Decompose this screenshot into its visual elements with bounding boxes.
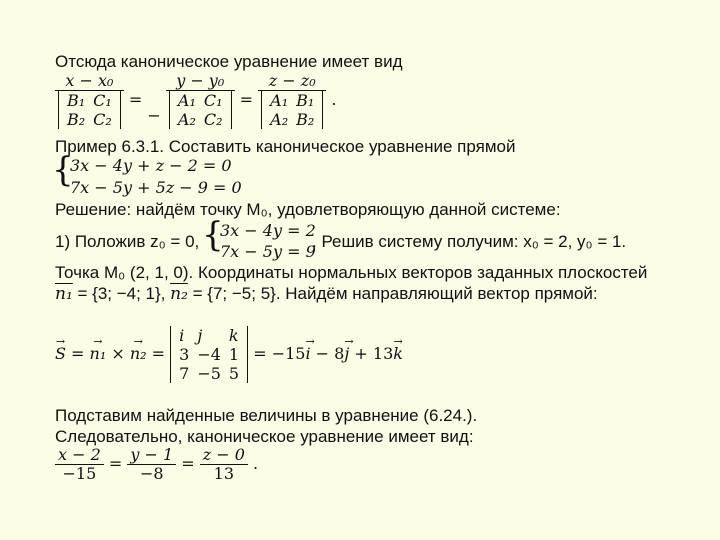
cross-product-equation (55, 326, 403, 383)
final-fraction-y-denominator: −8 (139, 464, 164, 483)
period: . (331, 90, 337, 109)
system-equation-1: 3x − 4y + z − 2 = 0 (70, 156, 232, 175)
normal-vector-n1: n₁ (55, 284, 73, 304)
solution-text: Решение: найдём точку M₀, удовлетворяющую данной системе: (55, 200, 561, 219)
normal-vector-n2-value: = {7; −5; 5}. Найдём направляющий вектор прямой: (187, 284, 598, 303)
therefore-text: Следовательно, каноническое уравнение имеет вид: (55, 427, 474, 446)
fraction-y (166, 72, 235, 129)
unit-vector-k: k → (393, 345, 403, 363)
fraction-z-numerator: z − z₀ (258, 72, 326, 91)
system-equation-2: 7x − 5y + 5z − 9 = 0 (70, 178, 242, 197)
final-fraction-x-denominator: −15 (62, 464, 97, 483)
system-brace: { (52, 150, 74, 190)
cross-n1: n₁ → (90, 345, 107, 363)
equals-sign: = (146, 344, 171, 363)
final-fraction-z-denominator: 13 (213, 464, 235, 483)
final-canonical-equation (55, 446, 258, 483)
normal-vector-n2: n₂ (170, 284, 188, 304)
result-mid: − 8 (310, 344, 345, 363)
final-fraction-y-numerator: y − 1 (127, 446, 176, 465)
cross-product-matrix: i j k 3 −4 1 7 −5 5 (170, 326, 248, 383)
equals-sign: = (128, 90, 143, 109)
fraction-z (258, 72, 326, 129)
intro-text: Отсюда каноническое уравнение имеет вид (55, 52, 403, 71)
canonical-general-equation (55, 72, 336, 129)
unit-vector-j: j → (344, 345, 349, 363)
example-title: Пример 6.3.1. Составить каноническое уравнение прямой (55, 137, 516, 156)
result-plus: + 13 (349, 344, 394, 363)
determinant-b-c: B₁ C₁ B₂ C₂ (55, 91, 124, 129)
normal-vector-n1-value: = {3; −4; 1}, (72, 284, 166, 303)
normals-line (55, 284, 598, 304)
step1-brace: { (202, 215, 224, 255)
fraction-y-numerator: y − y₀ (166, 72, 235, 91)
determinant-a-c: A₁ C₁ A₂ C₂ (166, 91, 235, 129)
step1-equation-2: 7x − 5y = 9 (220, 242, 316, 261)
step1-equation-1: 3x − 4y = 2 (220, 221, 316, 240)
determinant-a-b: A₁ B₁ A₂ B₂ (258, 91, 326, 129)
final-fraction-y (127, 446, 176, 483)
final-fraction-x (55, 446, 104, 483)
point-line: Точка M₀ (2, 1, 0). Координаты нормальных векторов заданных плоскостей (55, 263, 648, 282)
minus-sign: − (147, 106, 161, 125)
fraction-x (55, 72, 124, 129)
equals-sign: = (108, 454, 123, 473)
period: . (253, 454, 259, 473)
fraction-x-numerator: x − x₀ (55, 72, 124, 91)
final-fraction-x-numerator: x − 2 (55, 446, 104, 465)
step1-suffix: . Решив систему получим: x₀ = 2, y₀ = 1. (312, 232, 627, 251)
cross-n2: n₂ → (130, 345, 147, 363)
final-fraction-z (200, 446, 248, 483)
final-fraction-z-numerator: z − 0 (200, 446, 248, 465)
equals-sign: = (239, 90, 254, 109)
result-prefix: = −15 (248, 344, 306, 363)
equals-sign: = (65, 344, 90, 363)
unit-vector-i: i → (305, 345, 310, 363)
step1-prefix: 1) Положив z₀ = 0, (55, 232, 200, 251)
times-sign: × (106, 344, 130, 363)
direction-vector-s: S → (55, 345, 66, 363)
substitute-text: Подставим найденные величины в уравнение (6.24.). (55, 406, 478, 425)
equals-sign: = (181, 454, 195, 473)
